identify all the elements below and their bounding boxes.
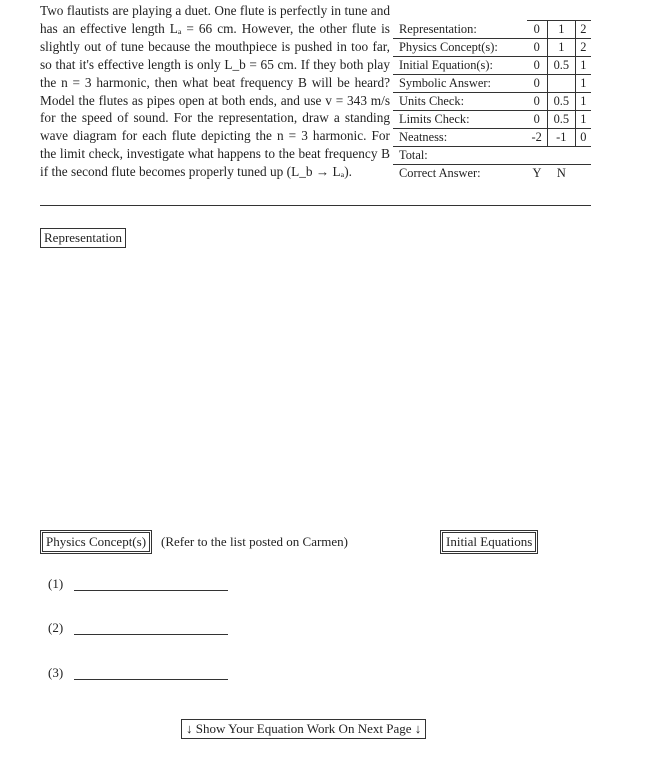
rubric-score: 0 xyxy=(527,75,548,93)
problem-text: Two flautists are playing a duet. One flute is perfectly in tune and has an effective length Lₐ = 66 cm. However, the other flute is slightly out of tune because the mouthpiece is pushed in too far, so that it's effective length is only L_b = 65 cm. If they both play the n = 3 harmonic, then what beat frequency B will be heard? Model the flutes as pipes open at both ends, and use v = 343 m/s for the speed of sound. For the representation, draw a standing wave diagram for each flute depicting the n = 3 harmonic. For the limit check, investigate what happens to the beat frequency B if the second flute becomes properly tuned up (L_b → Lₐ). xyxy=(40,3,390,180)
rubric-row xyxy=(393,21,591,39)
rubric-label: Physics Concept(s): xyxy=(393,39,527,57)
concept-blank-2[interactable] xyxy=(48,620,63,636)
rubric-score[interactable]: Y xyxy=(532,166,542,180)
initial-equations-label: Initial Equations xyxy=(446,534,533,549)
rubric-row xyxy=(393,75,591,93)
rubric-score[interactable] xyxy=(575,165,591,183)
rubric-score: -2 xyxy=(527,129,548,147)
physics-concepts-note: (Refer to the list posted on Carmen) xyxy=(161,534,349,549)
blank-line xyxy=(74,634,228,635)
rubric-score: 0 xyxy=(527,93,548,111)
rubric-row xyxy=(393,147,591,165)
rubric-row xyxy=(393,57,591,75)
rubric-score: 0 xyxy=(527,39,548,57)
divider xyxy=(40,205,591,206)
rubric-score xyxy=(547,75,575,93)
problem-statement xyxy=(40,2,390,181)
next-page-label: ↓ Show Your Equation Work On Next Page ↓ xyxy=(186,721,422,736)
next-page-note xyxy=(181,719,426,739)
rubric-label: Representation: xyxy=(399,21,477,36)
representation-box xyxy=(40,228,126,248)
rubric-score xyxy=(527,147,548,165)
rubric-score: 1 xyxy=(575,57,591,75)
rubric-row xyxy=(393,165,591,183)
rubric-score: 1 xyxy=(575,111,591,129)
rubric-score: 0 xyxy=(527,21,548,39)
physics-concepts-box xyxy=(42,532,150,552)
rubric-score: 0 xyxy=(527,111,548,129)
rubric-label: Neatness: xyxy=(393,129,527,147)
rubric-row xyxy=(393,129,591,147)
rubric-label: Initial Equation(s): xyxy=(393,57,527,75)
rubric-score: 0.5 xyxy=(547,111,575,129)
initial-equations-box xyxy=(442,532,536,552)
blank-line xyxy=(74,679,228,680)
rubric-score[interactable]: N xyxy=(556,166,566,180)
blank-number: (2) xyxy=(48,620,64,635)
rubric-row xyxy=(393,111,591,129)
rubric-score: 1 xyxy=(575,75,591,93)
rubric-label: Correct Answer: xyxy=(393,165,527,183)
rubric-label: Symbolic Answer: xyxy=(393,75,527,93)
rubric-score: 0.5 xyxy=(547,93,575,111)
blank-line xyxy=(74,590,228,591)
rubric-label: Total: xyxy=(393,147,527,165)
rubric-score xyxy=(575,147,591,165)
rubric-score: -1 xyxy=(547,129,575,147)
rubric-score: 1 xyxy=(575,93,591,111)
rubric-score: 2 xyxy=(575,21,591,39)
grading-rubric xyxy=(393,20,591,182)
rubric-label: Units Check: xyxy=(393,93,527,111)
rubric-score: 2 xyxy=(575,39,591,57)
blank-number: (3) xyxy=(48,665,64,680)
representation-label: Representation xyxy=(44,230,122,245)
rubric-row xyxy=(393,39,591,57)
rubric-score xyxy=(547,147,575,165)
rubric-score: 0 xyxy=(527,57,548,75)
concept-blank-3[interactable] xyxy=(48,665,63,681)
physics-concepts-label: Physics Concept(s) xyxy=(46,534,147,549)
rubric-score: 1 xyxy=(547,39,575,57)
rubric-score: 0.5 xyxy=(547,57,575,75)
rubric-row xyxy=(393,93,591,111)
concept-blank-1[interactable] xyxy=(48,576,63,592)
rubric-score: 0 xyxy=(575,129,591,147)
blank-number: (1) xyxy=(48,576,64,591)
rubric-label: Limits Check: xyxy=(393,111,527,129)
rubric-score: 1 xyxy=(547,21,575,39)
